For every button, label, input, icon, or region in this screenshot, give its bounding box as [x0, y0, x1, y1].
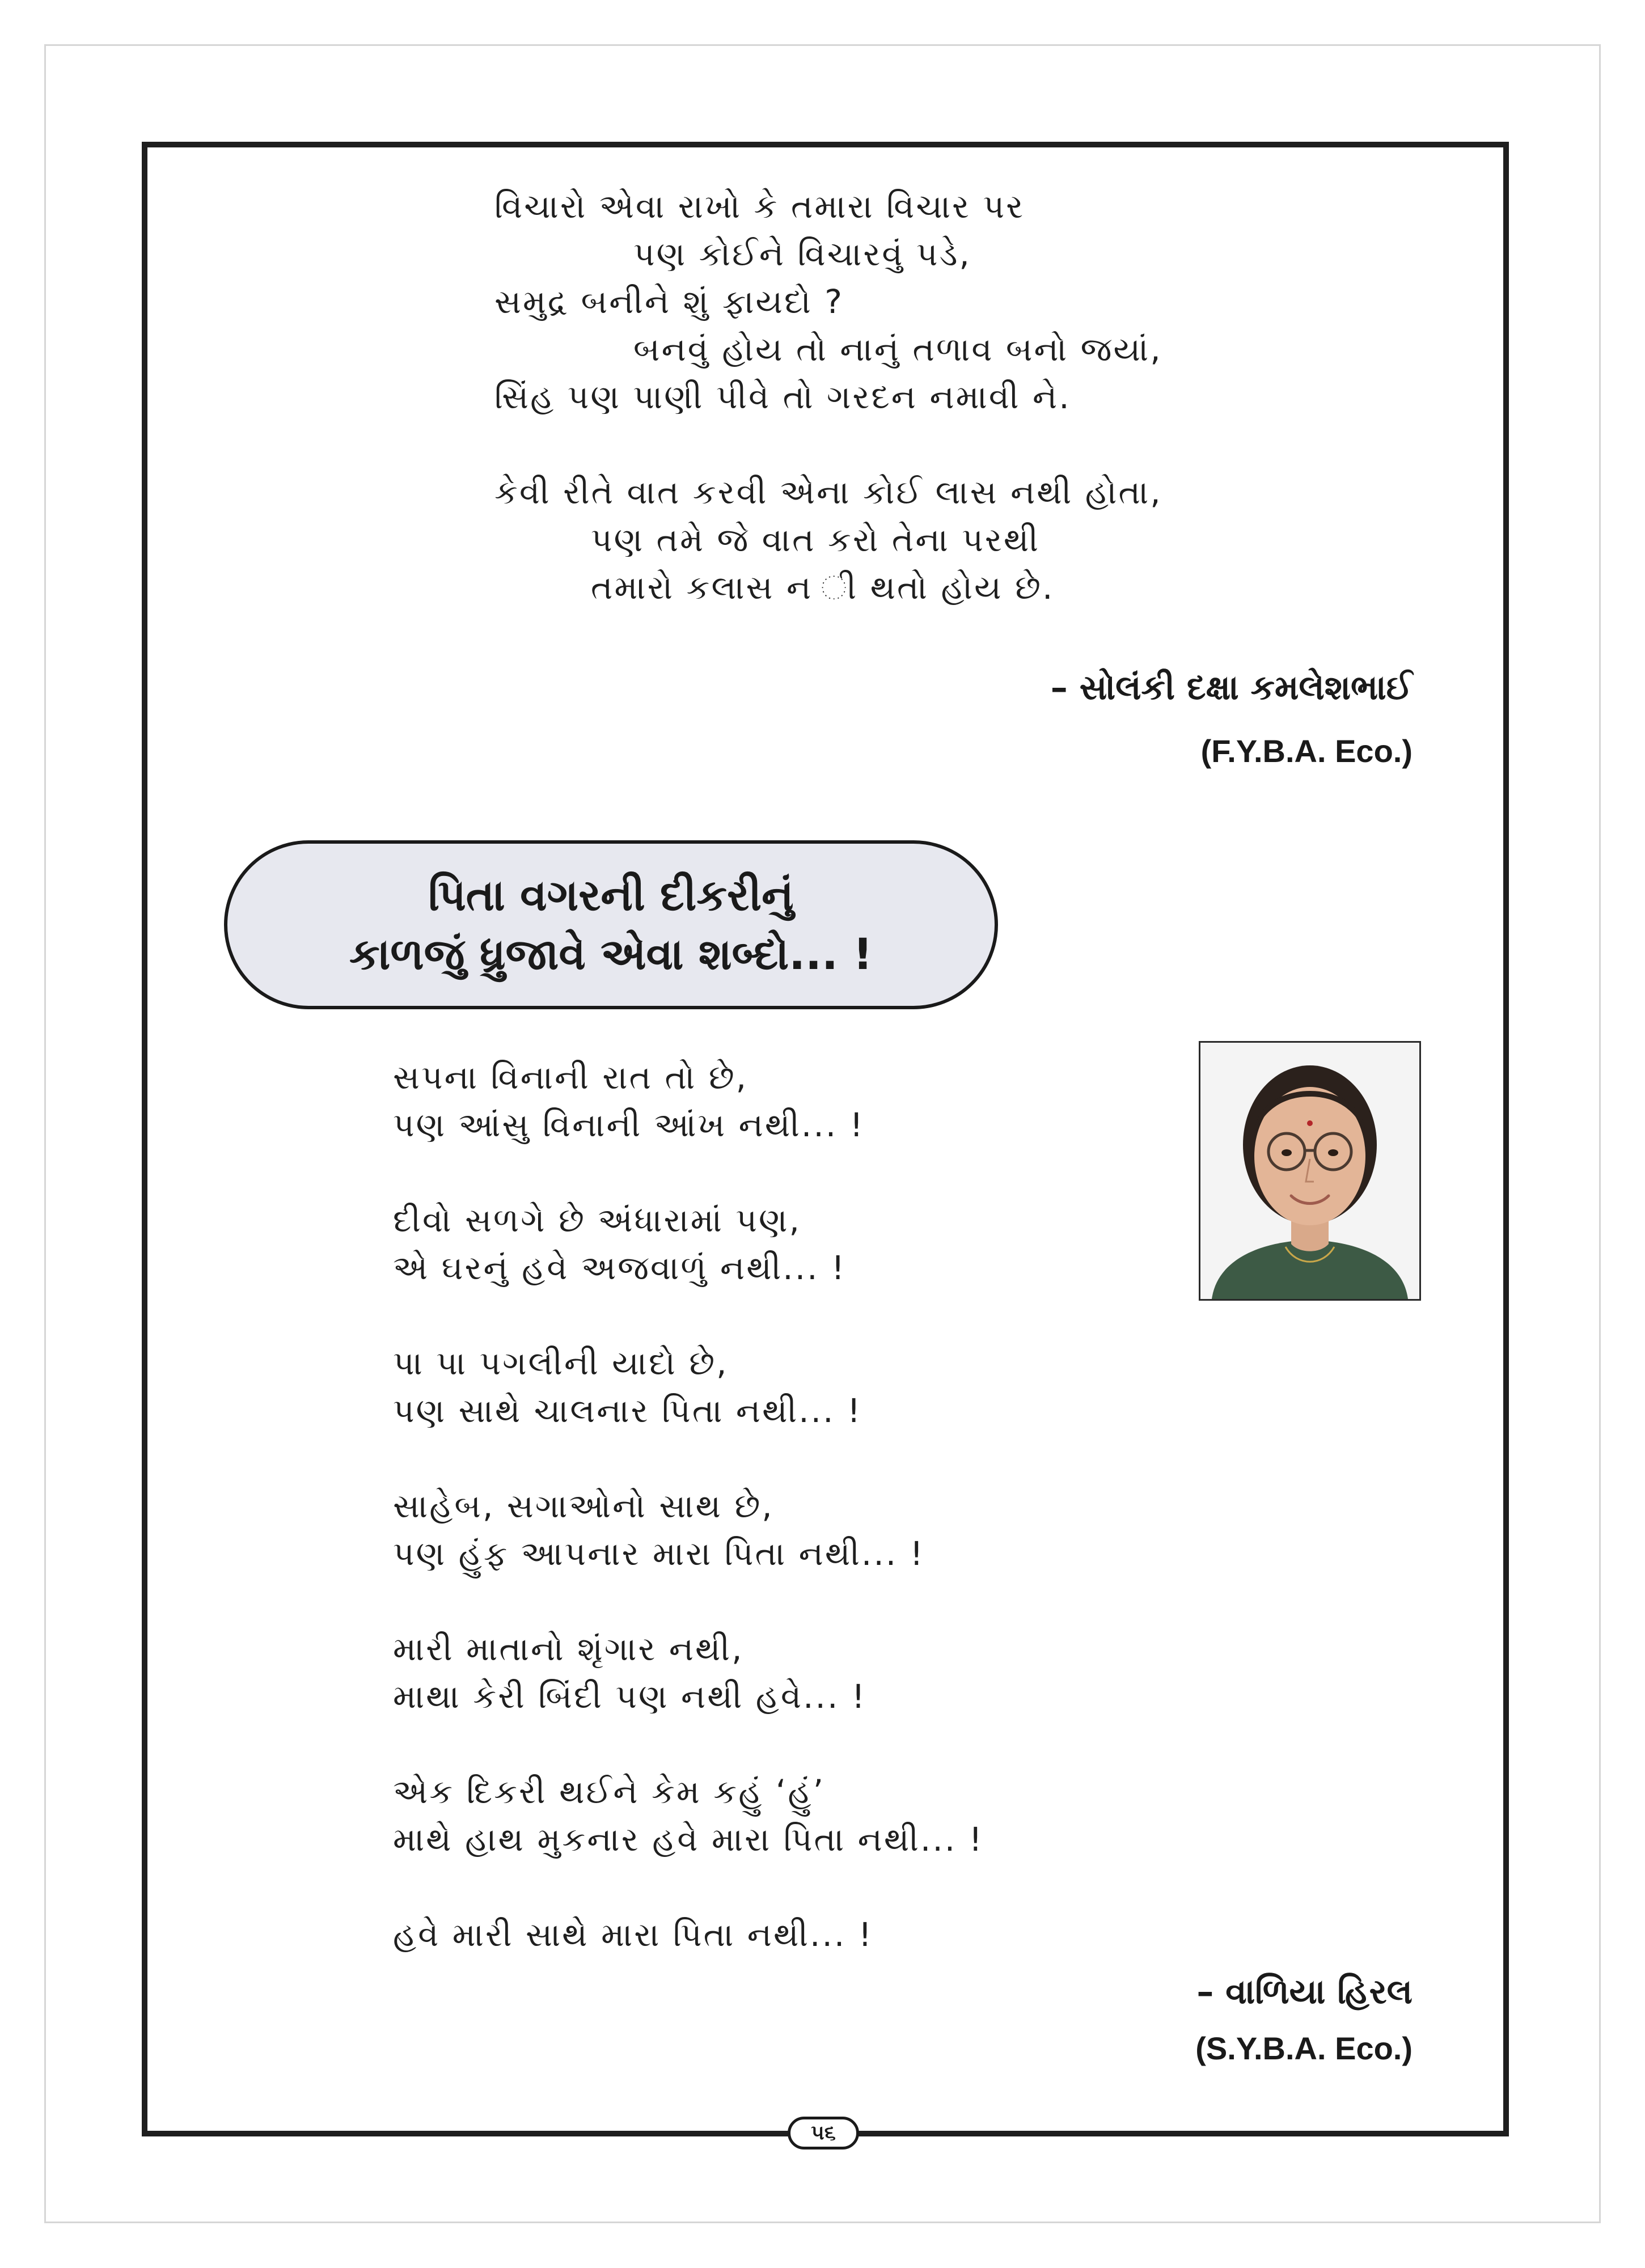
poem-2-line: એક દિકરી થઈને કેમ કહું ‘હું’	[393, 1772, 826, 1811]
poem-1-line: વિચારો એવા રાખો કે તમારા વિચાર પર	[494, 187, 1025, 226]
poem-2-line: માથા કેરી બિંદી પણ નથી હવે... !	[393, 1677, 867, 1716]
poem-1-line: તમારો કલાસ ન ી થતો હોય છે.	[591, 568, 1055, 607]
poem-2-line: હવે મારી સાથે મારા પિતા નથી... !	[393, 1915, 874, 1954]
poem-1-line: પણ કોઈને વિચારવું પડે,	[633, 235, 971, 273]
poem-2-class: (S.Y.B.A. Eco.)	[1195, 2030, 1413, 2066]
poem-2-title-line-2: કાળજું ધ્રુજાવે એવા શબ્દો... !	[349, 929, 873, 979]
poem-1-author: – સોલંકી દક્ષા કમલેશભાઈ	[1050, 668, 1413, 708]
poem-2-author: – વાળિયા હિરલ	[1196, 1972, 1413, 2012]
poem-2-line: પણ આંસુ વિનાની આંખ નથી... !	[393, 1106, 865, 1144]
poem-2-line: પણ સાથે ચાલનાર પિતા નથી... !	[393, 1391, 862, 1430]
poem-2-line: સાહેબ, સગાઓનો સાથ છે,	[393, 1487, 774, 1525]
poem-2-line: દીવો સળગે છે અંધારામાં પણ,	[393, 1201, 801, 1239]
poem-2-line: પા પા પગલીની યાદો છે,	[393, 1344, 729, 1382]
poem-2-line: એ ઘરનું હવે અજવાળું નથી... !	[393, 1249, 847, 1287]
poem-1-line: સિંહ પણ પાણી પીવે તો ગરદન નમાવી ને.	[494, 378, 1071, 416]
poem-2-line: સપના વિનાની રાત તો છે,	[393, 1058, 749, 1097]
poem-1-class: (F.Y.B.A. Eco.)	[1200, 733, 1413, 769]
poem-1-line: પણ તમે જે વાત કરો તેના પરથી	[591, 521, 1040, 559]
poem-1	[494, 183, 1162, 611]
poem-2-title-box	[224, 840, 998, 1009]
poem-2-line: મારી માતાનો શૃંગાર નથી,	[393, 1630, 744, 1668]
poem-2	[393, 1053, 984, 1958]
poem-1-line: બનવું હોય તો નાનું તળાવ બનો જયાં,	[633, 330, 1162, 369]
author-photo	[1199, 1041, 1421, 1301]
poem-2-line: પણ હુંફ આપનાર મારા પિતા નથી... !	[393, 1534, 925, 1573]
poem-2-line: માથે હાથ મુકનાર હવે મારા પિતા નથી... !	[393, 1820, 984, 1859]
poem-1-line: કેવી રીતે વાત કરવી એના કોઈ લાસ નથી હોતા,	[494, 473, 1162, 511]
poem-1-line: સમુદ્ર બનીને શું ફાયદો ?	[494, 282, 844, 321]
page-number: ૫૬	[788, 2117, 859, 2149]
poem-2-title-line-1: પિતા વગરની દીકરીનું	[428, 870, 794, 920]
